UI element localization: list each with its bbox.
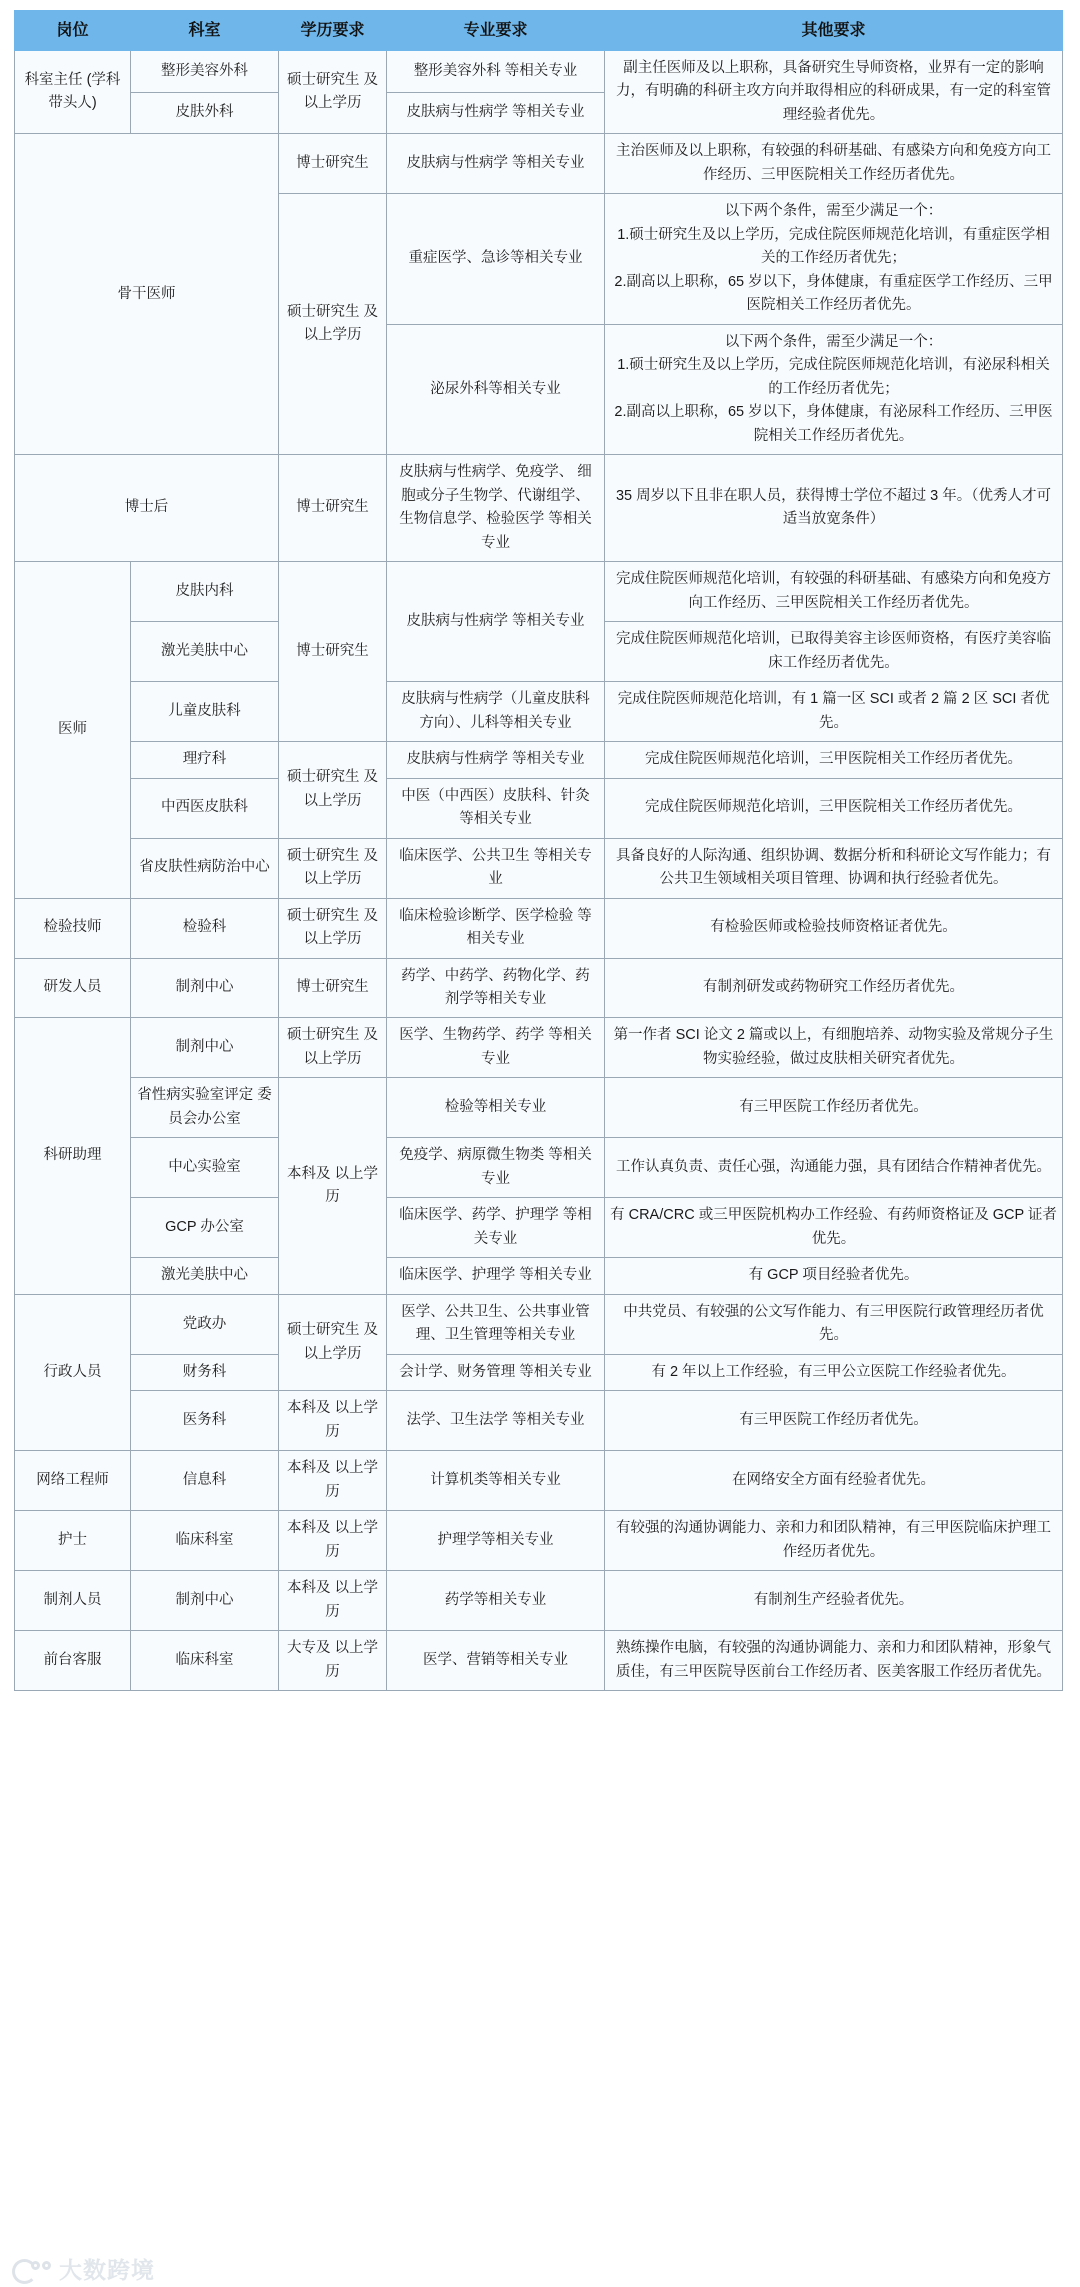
major-line2: 等相关专业 <box>481 1027 592 1067</box>
post-label-line2: (学科带头人) <box>48 71 121 112</box>
edu-line2: 及以上学历 <box>303 847 379 888</box>
cell-post-postdoc: 博士后 <box>15 455 279 562</box>
cell-major-tcm <box>387 778 605 838</box>
cell-other-postdoc: 35 周岁以下且非在职人员，获得博士学位不超过 3 年。（优秀人才可适当放宽条件） <box>605 455 1063 562</box>
cell-dept-preparation-center: 制剂中心 <box>131 958 279 1018</box>
cell-major-lab <box>387 898 605 958</box>
major-line1: 皮肤病与性病学（儿童皮肤科 <box>401 691 590 708</box>
cell-other-finance: 有 2 年以上工作经验，有三甲公立医院工作经验者优先。 <box>605 1354 1063 1390</box>
edu-line2: 及以上学历 <box>303 303 379 344</box>
cell-major-immunology <box>387 1138 605 1198</box>
other-line2: 1.硕士研究生及以上学历，完成住院医师规范化培训，有重症医学相关的工作经历者优先； <box>617 226 1050 267</box>
table-row <box>15 1511 1063 1571</box>
other-line1: 以下两个条件，需至少满足一个： <box>724 203 943 220</box>
cell-edu-master <box>279 838 387 898</box>
cell-major-computer: 计算机类等相关专业 <box>387 1451 605 1511</box>
major-line1: 药学、中药学、药物化学、药 <box>401 967 590 984</box>
cell-dept-lab: 检验科 <box>131 898 279 958</box>
major-line1: 法学、卫生法学 <box>406 1412 508 1429</box>
cell-dept-derm-internal: 皮肤内科 <box>131 562 279 622</box>
cell-other-rd-staff: 有制剂研发或药物研究工作经历者优先。 <box>605 958 1063 1018</box>
cell-major-biopharm <box>387 1018 605 1078</box>
major-line3: 生物信息学、检验医学 <box>399 511 545 528</box>
table-row <box>15 1138 1063 1198</box>
cell-dept-laser-center: 激光美肤中心 <box>131 622 279 682</box>
cell-dept-finance: 财务科 <box>131 1354 279 1390</box>
cell-major-urology: 泌尿外科等相关专业 <box>387 324 605 454</box>
edu-line2: 以上学历 <box>325 1580 379 1620</box>
major-line2: 等相关专业 <box>519 1363 592 1380</box>
cell-other-director: 副主任医师及以上职称，具备研究生导师资格，业界有一定的影响力，有明确的科研主攻方向并取得相应的科研成果，有一定的科室管理经验者优先。 <box>605 51 1063 134</box>
cell-major-clinical-pharm-nursing <box>387 1198 605 1258</box>
cell-other-nurse: 有较强的沟通协调能力、亲和力和团队精神，有三甲医院临床护理工作经历者优先。 <box>605 1511 1063 1571</box>
cell-major-law <box>387 1391 605 1451</box>
cell-post-front-desk: 前台客服 <box>15 1631 131 1691</box>
edu-line1: 硕士研究生 <box>286 907 360 924</box>
cell-dept-gcp-office: GCP 办公室 <box>131 1198 279 1258</box>
edu-line2: 以上学历 <box>325 1400 379 1440</box>
major-line1: 皮肤病与性病学 <box>406 104 508 121</box>
edu-line1: 硕士研究生 <box>286 769 360 786</box>
cell-edu-master <box>279 1294 387 1390</box>
cell-edu-master <box>279 194 387 455</box>
cell-major-derm <box>387 92 605 134</box>
cell-other-derm-internal: 完成住院医师规范化培训，有较强的科研基础、有感染方向和免疫方向工作经历、三甲医院相关工作经历者优先。 <box>605 562 1063 622</box>
cell-other-critical-care <box>605 194 1063 324</box>
cell-dept-derm-surgery: 皮肤外科 <box>131 92 279 134</box>
cell-dept-std-lab-committee <box>131 1078 279 1138</box>
header-education: 学历要求 <box>279 11 387 51</box>
table-row <box>15 1354 1063 1390</box>
edu-line1: 本科及 <box>286 1165 331 1182</box>
major-line1: 整形美容外科 <box>413 62 501 79</box>
table-row <box>15 682 1063 742</box>
table-header <box>15 11 1063 51</box>
cell-other-network-engineer: 在网络安全方面有经验者优先。 <box>605 1451 1063 1511</box>
major-line1: 医学、生物药学、药学 <box>399 1027 545 1044</box>
table-row <box>15 51 1063 93</box>
major-line1: 中医（中西医）皮肤科、针灸 <box>401 787 590 804</box>
dept-line2: 委员会办公室 <box>168 1087 272 1127</box>
edu-line1: 硕士研究生 <box>286 847 360 864</box>
cell-dept-physiotherapy: 理疗科 <box>131 742 279 778</box>
cell-major-clinical-public-health <box>387 838 605 898</box>
cell-post-physician: 医师 <box>15 562 131 898</box>
cell-dept-preparation-center: 制剂中心 <box>131 1571 279 1631</box>
cell-other-provincial-center: 具备良好的人际沟通、组织协调、数据分析和科研论文写作能力；有公共卫生领域相关项目管理、协调和执行经验者优先。 <box>605 838 1063 898</box>
cell-edu-bachelor <box>279 1511 387 1571</box>
cell-major-pharmacy <box>387 958 605 1018</box>
major-line2: 等相关专业 <box>512 751 585 768</box>
cell-major-plastic <box>387 51 605 93</box>
major-line4: 等相关专业 <box>481 511 592 551</box>
dept-line1: 省性病实验室评定 <box>137 1087 254 1104</box>
post-label-line1: 科室主任 <box>24 71 83 88</box>
cell-post-nurse: 护士 <box>15 1511 131 1571</box>
cell-dept-plastic-surgery: 整形美容外科 <box>131 51 279 93</box>
major-line1: 皮肤病与性病学 <box>406 751 508 768</box>
table-body <box>15 51 1063 1691</box>
cell-edu-master <box>279 51 387 134</box>
edu-line1: 大专及 <box>286 1640 331 1657</box>
edu-line2: 以上学历 <box>325 1165 379 1206</box>
major-line2: 等相关专业 <box>512 612 585 629</box>
major-line2: 等相关专业 <box>459 811 532 828</box>
major-line1: 会计学、财务管理 <box>399 1363 516 1380</box>
cell-major-derm <box>387 562 605 682</box>
major-line1: 医学、公共卫生、公共事业管 <box>401 1303 590 1320</box>
cell-other-gcp-office: 有 CRA/CRC 或三甲医院机构办工作经验、有药师资格证及 GCP 证者优先。 <box>605 1198 1063 1258</box>
major-line1: 临床医学、护理学 <box>399 1267 516 1284</box>
table-row <box>15 778 1063 838</box>
edu-line1: 硕士研究生 <box>286 1322 360 1339</box>
edu-line2: 及以上学历 <box>303 769 379 809</box>
watermark <box>12 2252 155 2285</box>
cell-post-preparation-staff: 制剂人员 <box>15 1571 131 1631</box>
header-row <box>15 11 1063 51</box>
cell-other-physiotherapy: 完成住院医师规范化培训，三甲医院相关工作经历者优先。 <box>605 742 1063 778</box>
cell-other-preparation-staff: 有制剂生产经验者优先。 <box>605 1571 1063 1631</box>
major-line2: 理、卫生管理等相关专业 <box>415 1327 576 1344</box>
cell-dept-clinical: 临床科室 <box>131 1511 279 1571</box>
recruitment-table <box>14 10 1063 1691</box>
major-line1: 免疫学、病原微生物类 <box>399 1147 545 1164</box>
edu-line2: 以上学历 <box>325 1640 379 1680</box>
cell-major-public-admin <box>387 1294 605 1354</box>
cell-other-party-admin-office: 中共党员、有较强的公文写作能力、有三甲医院行政管理经历者优先。 <box>605 1294 1063 1354</box>
edu-line2: 以上学历 <box>325 1520 379 1560</box>
cell-major-derm <box>387 134 605 194</box>
edu-line1: 本科及 <box>286 1580 331 1597</box>
table-row <box>15 1631 1063 1691</box>
cell-other-lab-technician: 有检验医师或检验技师资格证者优先。 <box>605 898 1063 958</box>
edu-line1: 硕士研究生 <box>286 303 360 320</box>
edu-line1: 硕士研究生 <box>286 71 360 88</box>
edu-line2: 及以上学历 <box>303 1322 379 1362</box>
cell-edu-bachelor <box>279 1451 387 1511</box>
table-row <box>15 1078 1063 1138</box>
cell-other-pediatric-derm: 完成住院医师规范化培训，有 1 篇一区 SCI 或者 2 篇 2 区 SCI 者优先。 <box>605 682 1063 742</box>
major-line2: 等相关专业 <box>466 907 592 948</box>
cell-major-pediatric-derm <box>387 682 605 742</box>
table-row <box>15 1258 1063 1294</box>
other-line2: 1.硕士研究生及以上学历，完成住院医师规范化培训，有泌尿科相关的工作经历者优先； <box>617 357 1050 397</box>
cell-major-pharmacy: 药学等相关专业 <box>387 1571 605 1631</box>
cell-edu-bachelor <box>279 1078 387 1294</box>
cell-edu-doctor: 博士研究生 <box>279 562 387 742</box>
cell-major-critical-care: 重症医学、急诊等相关专业 <box>387 194 605 324</box>
cell-post-backbone-physician: 骨干医师 <box>15 134 279 455</box>
major-line2: 等相关专业 <box>512 155 585 172</box>
cell-other-medical-affairs: 有三甲医院工作经历者优先。 <box>605 1391 1063 1451</box>
cell-major-inspection: 检验等相关专业 <box>387 1078 605 1138</box>
cell-dept-pediatric-derm: 儿童皮肤科 <box>131 682 279 742</box>
edu-line2: 及以上学历 <box>303 71 379 112</box>
cell-other-front-desk: 熟练操作电脑，有较强的沟通协调能力、亲和力和团队精神，形象气质佳，有三甲医院导医前台工作经历者、医美客服工作经历者优先。 <box>605 1631 1063 1691</box>
table-row <box>15 1198 1063 1258</box>
major-line2: 等相关专业 <box>488 847 592 888</box>
table-row <box>15 1451 1063 1511</box>
header-post: 岗位 <box>15 11 131 51</box>
cell-edu-doctor: 博士研究生 <box>279 455 387 562</box>
cell-edu-master <box>279 1018 387 1078</box>
cell-major-clinical-nursing <box>387 1258 605 1294</box>
cell-other-urology <box>605 324 1063 454</box>
cell-major-nursing: 护理学等相关专业 <box>387 1511 605 1571</box>
major-line2: 等相关专业 <box>519 1267 592 1284</box>
cell-other-std-lab-committee: 有三甲医院工作经历者优先。 <box>605 1078 1063 1138</box>
cell-post-lab-technician: 检验技师 <box>15 898 131 958</box>
major-line2: 等相关专业 <box>512 1412 585 1429</box>
cell-dept-preparation-center: 制剂中心 <box>131 1018 279 1078</box>
cell-post-director <box>15 51 131 134</box>
table-row <box>15 562 1063 622</box>
major-line1: 临床医学、药学、护理学 <box>399 1207 559 1224</box>
cell-post-admin-staff: 行政人员 <box>15 1294 131 1450</box>
cell-major-derm <box>387 742 605 778</box>
edu-line2: 以上学历 <box>325 1460 379 1500</box>
major-line1: 皮肤病与性病学、免疫学、 <box>399 464 574 481</box>
cell-post-network-engineer: 网络工程师 <box>15 1451 131 1511</box>
major-line1: 皮肤病与性病学 <box>406 612 508 629</box>
cell-post-research-assistant: 科研助理 <box>15 1018 131 1294</box>
major-line1: 临床检验诊断学、医学检验 <box>399 907 574 924</box>
watermark-text: 大数跨境 <box>59 2257 155 2283</box>
major-line2: 细胞或分子生物学、代谢组学、 <box>401 464 592 504</box>
table-row <box>15 1294 1063 1354</box>
major-line1: 皮肤病与性病学 <box>406 155 508 172</box>
other-line3: 2.副高以上职称，65 岁以下，身体健康，有泌尿科工作经历、三甲医院相关工作经历者优先。 <box>614 404 1053 444</box>
cell-other-laser-center: 完成住院医师规范化培训，已取得美容主诊医师资格，有医疗美容临床工作经历者优先。 <box>605 622 1063 682</box>
cell-other-backbone-derm: 主治医师及以上职称，有较强的科研基础、有感染方向和免疫方向工作经历、三甲医院相关工作经历者优先。 <box>605 134 1063 194</box>
cell-edu-college <box>279 1631 387 1691</box>
major-line2: 等相关专业 <box>481 1147 592 1187</box>
cell-edu-bachelor <box>279 1391 387 1451</box>
cell-edu-doctor: 博士研究生 <box>279 958 387 1018</box>
table-row <box>15 1018 1063 1078</box>
cell-other-tcm-derm: 完成住院医师规范化培训，三甲医院相关工作经历者优先。 <box>605 778 1063 838</box>
table-row <box>15 1571 1063 1631</box>
cell-edu-bachelor <box>279 1571 387 1631</box>
table-row <box>15 958 1063 1018</box>
cell-dept-information: 信息科 <box>131 1451 279 1511</box>
cell-dept-clinical: 临床科室 <box>131 1631 279 1691</box>
table-row <box>15 838 1063 898</box>
cell-other-laser-center: 有 GCP 项目经验者优先。 <box>605 1258 1063 1294</box>
table-row <box>15 1391 1063 1451</box>
cell-dept-central-lab: 中心实验室 <box>131 1138 279 1198</box>
edu-line2: 及以上学历 <box>303 1027 379 1067</box>
other-line3: 2.副高以上职称，65 岁以下，身体健康，有重症医学工作经历、三甲医院相关工作经历者优先。 <box>614 273 1053 314</box>
cell-other-central-lab: 工作认真负责、责任心强，沟通能力强，具有团结合作精神者优先。 <box>605 1138 1063 1198</box>
cell-edu-master <box>279 898 387 958</box>
header-major: 专业要求 <box>387 11 605 51</box>
cell-edu-doctor: 博士研究生 <box>279 134 387 194</box>
edu-line1: 本科及 <box>286 1460 331 1477</box>
header-other: 其他要求 <box>605 11 1063 51</box>
cell-edu-master <box>279 742 387 838</box>
cell-major-medicine-marketing: 医学、营销等相关专业 <box>387 1631 605 1691</box>
major-line2: 等相关专业 <box>504 62 578 79</box>
cell-major-accounting <box>387 1354 605 1390</box>
edu-line1: 本科及 <box>286 1520 331 1537</box>
cell-dept-tcm-derm: 中西医皮肤科 <box>131 778 279 838</box>
major-line2: 方向）、儿科等相关专业 <box>419 714 572 731</box>
cell-dept-party-admin-office: 党政办 <box>131 1294 279 1354</box>
major-line2: 等相关专业 <box>512 104 585 121</box>
cell-major-postdoc <box>387 455 605 562</box>
table-row <box>15 898 1063 958</box>
edu-line2: 及以上学历 <box>303 907 379 948</box>
header-department: 科室 <box>131 11 279 51</box>
cell-dept-laser-center: 激光美肤中心 <box>131 1258 279 1294</box>
edu-line1: 本科及 <box>286 1400 331 1417</box>
major-line2: 剂学等相关专业 <box>444 990 547 1007</box>
cell-dept-provincial-center: 省皮肤性病防治中心 <box>131 838 279 898</box>
major-line2: 等相关专业 <box>473 1207 592 1247</box>
cell-post-rd-staff: 研发人员 <box>15 958 131 1018</box>
other-line1: 以下两个条件，需至少满足一个： <box>724 333 943 350</box>
cell-other-preparation-center: 第一作者 SCI 论文 2 篇或以上，有细胞培养、动物实验及常规分子生物实验经验，做过皮肤相关研究者优先。 <box>605 1018 1063 1078</box>
watermark-logo-icon <box>12 2257 52 2281</box>
cell-dept-medical-affairs: 医务科 <box>131 1391 279 1451</box>
edu-line1: 硕士研究生 <box>286 1027 360 1044</box>
major-line1: 临床医学、公共卫生 <box>399 847 530 864</box>
table-row <box>15 134 1063 194</box>
table-row <box>15 742 1063 778</box>
table-row <box>15 455 1063 562</box>
